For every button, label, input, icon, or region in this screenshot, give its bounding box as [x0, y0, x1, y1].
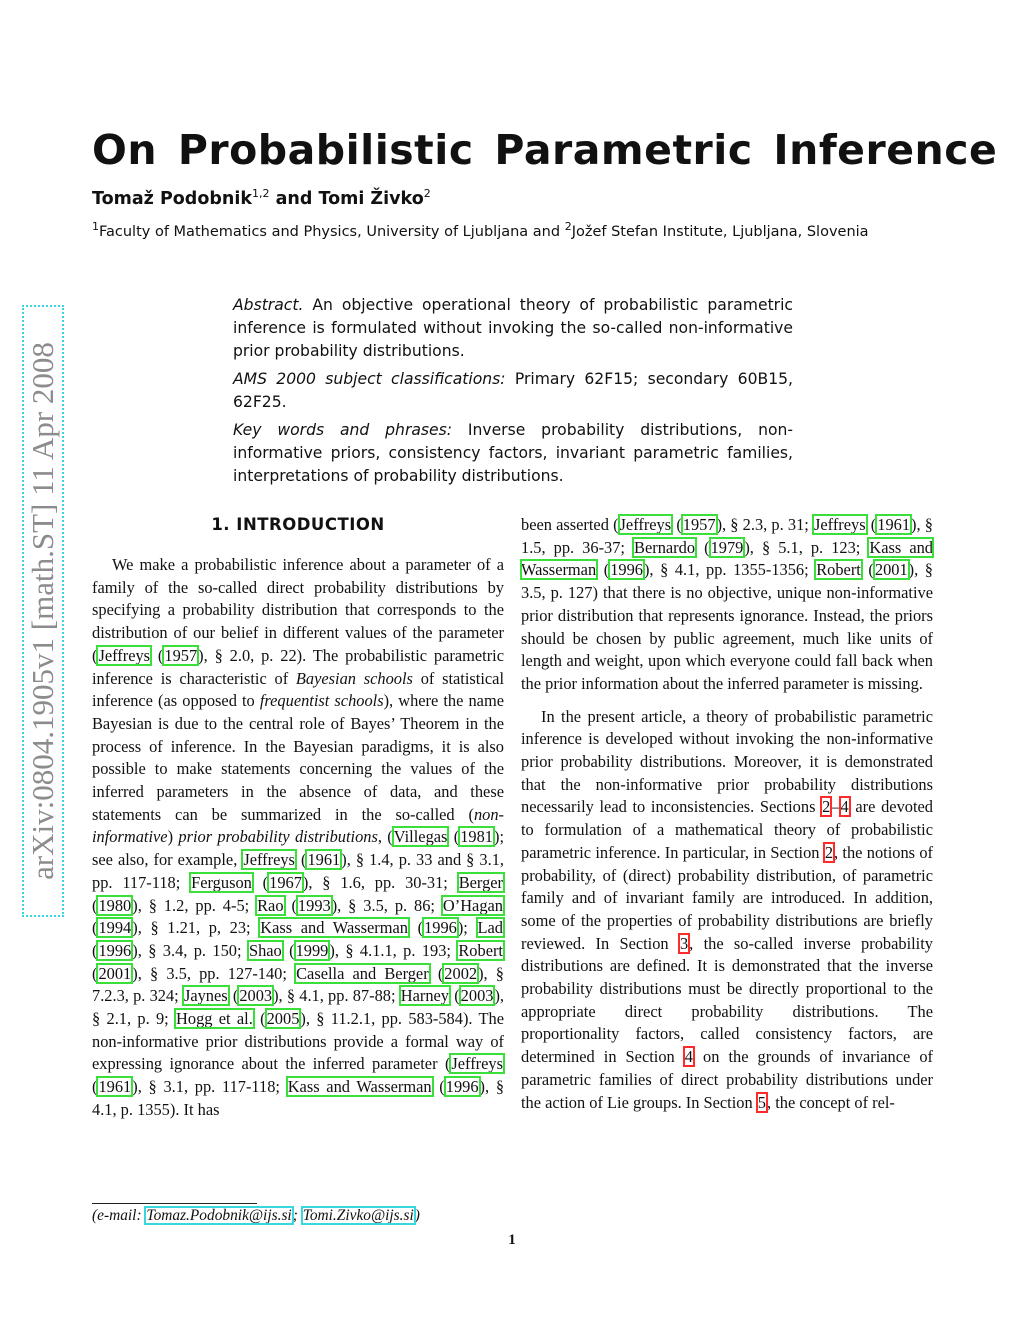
emphasis: frequentist schools — [259, 691, 384, 711]
keywords-text: Inverse probability distributions, non-informative priors, consistency factors, invariant parametric families, interpretations of probability distributions. — [233, 421, 793, 485]
ams-text: Primary 62F15; secondary 60B15, 62F25. — [233, 370, 793, 411]
citation-link[interactable]: 1957 — [164, 645, 198, 665]
citation-link[interactable]: 2001 — [874, 560, 908, 580]
citation-link[interactable]: Lad — [477, 918, 503, 938]
citation-link[interactable]: Ferguson — [191, 872, 252, 892]
citation-link[interactable]: 1999 — [295, 940, 329, 960]
arxiv-stamp-text: arXiv:0804.1905v1 [math.ST] 11 Apr 2008 — [25, 342, 60, 880]
citation-link[interactable]: Jeffreys — [451, 1054, 503, 1074]
authors — [92, 187, 431, 209]
citation-link[interactable]: 1957 — [682, 515, 716, 534]
citation-link[interactable]: 1980 — [98, 895, 132, 915]
citation-link[interactable]: Bernardo — [634, 537, 696, 557]
citation-link[interactable]: Villegas — [393, 827, 448, 847]
ams-classification — [233, 368, 793, 414]
citation-link[interactable]: O’Hagan — [442, 895, 503, 915]
citation-link[interactable]: 2001 — [98, 963, 132, 983]
citation-link[interactable]: 1996 — [424, 918, 457, 938]
citation-link[interactable]: 1996 — [610, 560, 643, 580]
affil-2: Jožef Stefan Institute, Ljubljana, Slovenia — [571, 223, 869, 240]
section-ref-link[interactable]: 2 — [824, 842, 834, 862]
citation-link[interactable]: Robert — [458, 940, 503, 960]
citation-link[interactable]: 1961 — [98, 1077, 132, 1097]
citation-link[interactable]: 1967 — [269, 872, 302, 892]
citation-link[interactable]: 1996 — [445, 1077, 479, 1097]
citation-link[interactable]: 2003 — [239, 986, 273, 1006]
authors-and: and — [269, 188, 319, 209]
email-link[interactable]: Tomi.Zivko@ijs.si — [302, 1207, 414, 1224]
abstract-paragraph — [233, 294, 793, 363]
citation-link[interactable]: 1961 — [307, 850, 341, 870]
citation-link[interactable]: Jeffreys — [98, 645, 151, 665]
citation-link[interactable]: 1979 — [710, 537, 744, 557]
citation-link[interactable]: 2005 — [266, 1009, 300, 1029]
affiliations — [92, 220, 869, 240]
section-heading: 1. INTRODUCTION — [211, 515, 385, 534]
citation-link[interactable]: 2003 — [460, 986, 494, 1006]
ams-label: AMS 2000 subject classifications: — [233, 370, 506, 388]
author-2-affil: 2 — [423, 187, 431, 200]
email-link[interactable]: Tomaz.Podobnik@ijs.si — [146, 1207, 292, 1224]
author-2: Tomi Živko — [318, 188, 424, 209]
keywords-label: Key words and phrases: — [233, 421, 453, 439]
citation-link[interactable]: 1981 — [460, 827, 493, 847]
intro-paragraph-2: In the present article, a theory of probabilistic parametric inference is developed without invoking the non-informative prior probability distributions. Moreover, it is demonstrated that the non-informative prior probability distributions necessarily lead to inconsistencies. Sections 2–4 are devoted to formulation of a mathematical theory of probabilistic parametric inference. In particular, in Section 2, the notions of probability, of (direct) probability distribution, of parametric family and of invariant family are introduced. In addition, some of the properties of probability distributions are briefly reviewed. In Section 3, the so-called inverse probability distributions are defined. It is demonstrated that the inverse probability distributions must be directly proportional to the appropriate direct probability distributions. The proportionality factors, called consistency factors, are determined in Section 4 on the grounds of invariance of parametric families of direct probability distributions under the action of Lie groups. In Section 5, the concept of rel- — [521, 706, 933, 1112]
citation-link[interactable]: Casella and Berger — [296, 963, 429, 983]
citation-link[interactable]: Shao — [248, 940, 282, 960]
citation-link[interactable]: 1994 — [98, 918, 132, 938]
section-ref-link[interactable]: 3 — [679, 933, 689, 953]
citation-link[interactable]: Berger — [458, 872, 504, 892]
citation-link[interactable]: Jeffreys — [619, 515, 672, 534]
citation-link[interactable]: Hogg et al. — [176, 1009, 253, 1029]
abstract-label: Abstract. — [233, 296, 304, 314]
affil-marker-2: 2 — [564, 220, 572, 233]
abstract-text: An objective operational theory of probabilistic parametric inference is formulated without invoking the so-called non-informative prior probability distributions. — [233, 296, 793, 360]
citation-link[interactable]: Kass and Wasserman — [287, 1077, 432, 1097]
citation-link[interactable]: Harney — [400, 986, 449, 1006]
section-ref-link[interactable]: 2 — [822, 797, 831, 817]
page-number: 1 — [508, 1232, 516, 1248]
left-column — [92, 514, 504, 1122]
footnote: (e-mail: Tomaz.Podobnik@ijs.si; Tomi.Zivko@ijs.si) — [92, 1207, 420, 1224]
keywords — [233, 419, 793, 488]
citation-link[interactable]: Kass and Wasserman — [260, 918, 408, 938]
emphasis: prior probability distributions — [178, 827, 378, 847]
author-1: Tomaž Podobnik — [92, 188, 252, 209]
affil-1: Faculty of Mathematics and Physics, University of Ljubljana and — [99, 223, 565, 240]
arxiv-stamp[interactable] — [22, 305, 64, 917]
citation-link[interactable]: 1996 — [98, 940, 132, 960]
affil-marker-1: 1 — [92, 220, 99, 233]
section-ref-link[interactable]: 4 — [684, 1047, 693, 1067]
citation-link[interactable]: Kass and Wasserman — [521, 537, 933, 580]
footnote-rule — [92, 1203, 257, 1204]
citation-link[interactable]: Jeffreys — [243, 850, 295, 870]
emphasis: non-informative — [92, 804, 504, 847]
citation-link[interactable]: 1993 — [297, 895, 331, 915]
citation-link[interactable]: 2002 — [444, 963, 478, 983]
citation-link[interactable]: Robert — [816, 560, 861, 580]
paper-title: On Probabilistic Parametric Inference — [92, 126, 998, 174]
citation-link[interactable]: Jaynes — [183, 986, 228, 1006]
author-1-affil: 1,2 — [251, 187, 270, 200]
intro-paragraph-1-continued: been asserted (Jeffreys (1957), § 2.3, p. 31; Jeffreys (1961), § 1.5, pp. 36-37; Bernardo (1979), § 5.1, p. 123; Kass and Wasserman (1996), § 4.1, pp. 1355-1356; Robert (2001), § 3.5, p. 127) that there is no objective, unique non-informative prior distribution that represents ignorance. Instead, the priors should be chosen by public agreement, much like units of length and weight, upon which everyone could fall back when the prior information about the inferred parameter is missing. — [521, 515, 933, 693]
abstract — [233, 294, 793, 493]
section-ref-link[interactable]: 4 — [840, 797, 849, 817]
citation-link[interactable]: Jeffreys — [814, 515, 866, 534]
citation-link[interactable]: Rao — [257, 895, 284, 915]
emphasis: Bayesian schools — [295, 668, 413, 688]
citation-link[interactable]: 1961 — [877, 515, 911, 534]
right-column — [521, 514, 933, 1114]
section-ref-link[interactable]: 5 — [757, 1092, 766, 1112]
intro-paragraph-1: We make a probabilistic inference about a parameter of a family of the so-called direct probability distributions by specifying a probability distribution that corresponds to the distribution of our belief in different values of the parameter (Jeffreys (1957), § 2.0, p. 22). The probabilistic parametric inference is characteristic of Bayesian schools of statistical inference (as opposed to frequentist schools), where the name Bayesian is due to the central role of Bayes’ Theorem in the process of inference. In the Bayesian paradigms, it is also possible to make statements concerning the values of the inferred parameters in the absence of data, and these statements can be summarized in the so-called (non-informative) prior probability distributions, (Villegas (1981); see also, for example, Jeffreys (1961), § 1.4, p. 33 and § 3.1, pp. 117-118; Ferguson (1967), § 1.6, pp. 30-31; Berger (1980), § 1.2, pp. 4-5; Rao (1993), § 3.5, p. 86; O’Hagan (1994), § 1.21, p, 23; Kass and Wasserman (1996); Lad (1996), § 3.4, p. 150; Shao (1999), § 4.1.1, p. 193; Robert (2001), § 3.5, pp. 127-140; Casella and Berger (2002), § 7.2.3, p. 324; Jaynes (2003), § 4.1, pp. 87-88; Harney (2003), § 2.1, p. 9; Hogg et al. (2005), § 11.2.1, pp. 583-584). The non-informative prior distributions provide a formal way of expressing ignorance about the inferred parameter (Jeffreys (1961), § 3.1, pp. 117-118; Kass and Wasserman (1996), § 4.1, p. 1355). It has — [92, 555, 505, 1119]
